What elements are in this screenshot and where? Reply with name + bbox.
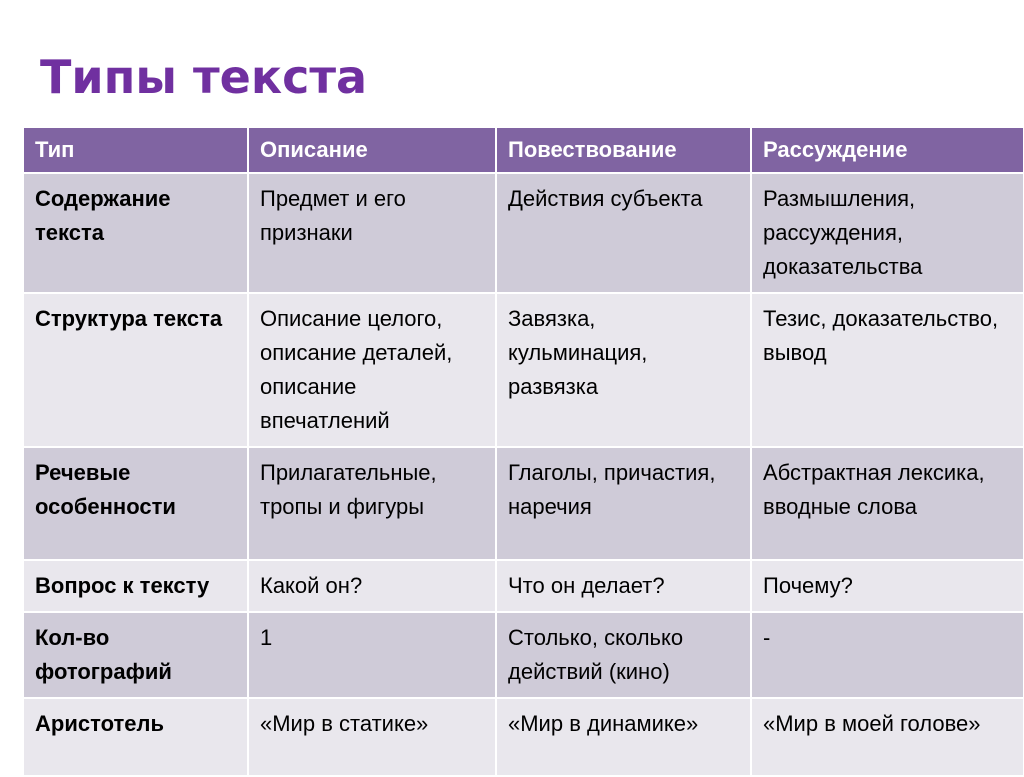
table-row (24, 612, 1024, 698)
table-cell: Тезис, доказательство, вывод (751, 293, 1024, 447)
table-cell: Размышления, рассуждения, доказательства (751, 173, 1024, 293)
table-row (24, 447, 1024, 560)
table-cell: Какой он? (248, 560, 496, 612)
table-cell: Действия субъекта (496, 173, 751, 293)
table-cell: - (751, 612, 1024, 698)
table-row (24, 293, 1024, 447)
table-row (24, 698, 1024, 776)
table-cell: Прилагательные, тропы и фигуры (248, 447, 496, 560)
row-label-cell: Содержание текста (24, 173, 248, 293)
table-header-row (24, 128, 1024, 173)
table-cell: Абстрактная лексика, вводные слова (751, 447, 1024, 560)
header-cell-type: Тип (24, 128, 248, 173)
row-label-cell: Вопрос к тексту (24, 560, 248, 612)
row-label-cell: Речевые особенности (24, 447, 248, 560)
table-cell: Почему? (751, 560, 1024, 612)
row-label-cell: Структура текста (24, 293, 248, 447)
table-cell: Столько, сколько действий (кино) (496, 612, 751, 698)
slide-title: Типы текста (40, 50, 368, 104)
table-row (24, 173, 1024, 293)
table-cell: Что он делает? (496, 560, 751, 612)
header-cell-narration: Повествование (496, 128, 751, 173)
table-row (24, 560, 1024, 612)
header-cell-reasoning: Рассуждение (751, 128, 1024, 173)
table-cell: «Мир в динамике» (496, 698, 751, 776)
table-cell: 1 (248, 612, 496, 698)
table-cell: «Мир в статике» (248, 698, 496, 776)
header-cell-description: Описание (248, 128, 496, 173)
table-cell: Описание целого, описание деталей, описание впечатлений (248, 293, 496, 447)
row-label-cell: Аристотель (24, 698, 248, 776)
row-label-cell: Кол-во фотографий (24, 612, 248, 698)
table-cell: Завязка, кульминация, развязка (496, 293, 751, 447)
text-types-table (24, 128, 1024, 777)
table-cell: Глаголы, причастия, наречия (496, 447, 751, 560)
table-cell: «Мир в моей голове» (751, 698, 1024, 776)
table-cell: Предмет и его признаки (248, 173, 496, 293)
